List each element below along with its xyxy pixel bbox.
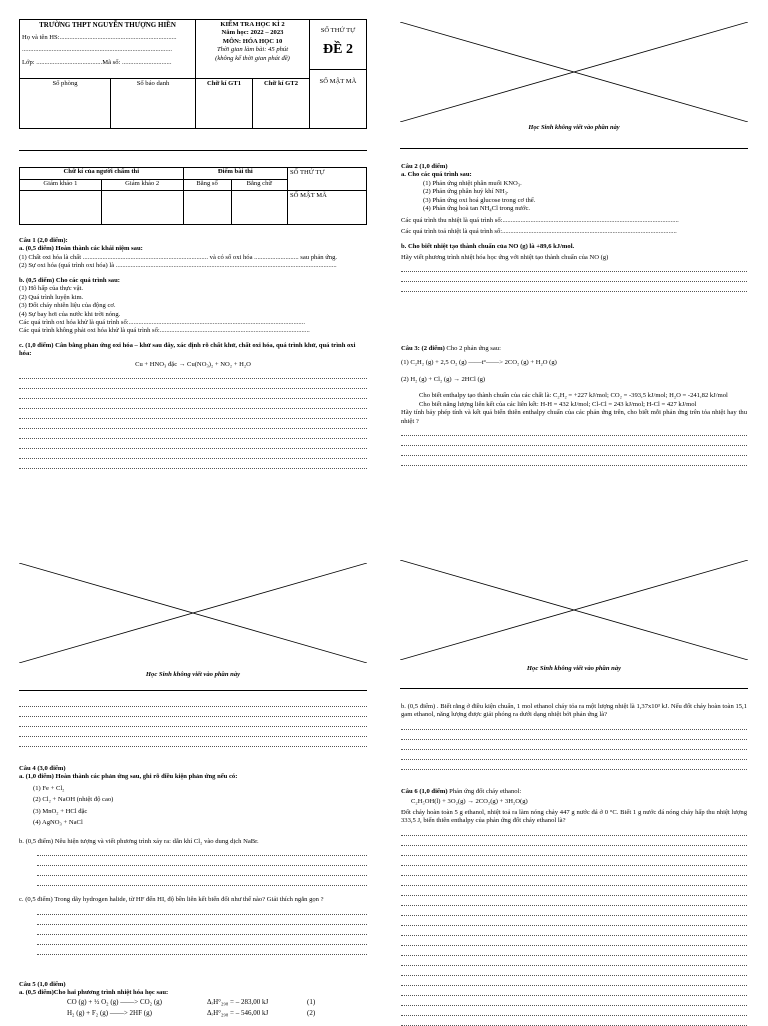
- grader-so-mat-ma: SỐ MẬT MÃ: [290, 192, 327, 199]
- score-number[interactable]: [183, 191, 231, 225]
- q3-title: Câu 3: (2 điểm): [401, 345, 445, 352]
- q1-b5[interactable]: Các quá trình oxi hóa khử là quá trình số:...........................................................................................................: [19, 318, 305, 326]
- q2-b1: Hãy viết phương trình nhiệt hóa học ứng với nhiệt tạo thành chuẩn của NO (g): [401, 253, 609, 261]
- room-label: Số phòng: [52, 80, 78, 87]
- q1-a2[interactable]: (2) Sự oxi hóa (quá trình oxi hóa) là ......................................................................................................................................: [19, 262, 337, 270]
- q1-b4: (4) Sự bay hơi của nước khi trời nóng.: [19, 310, 121, 318]
- q1-b1: (1) Hô hấp của thực vật.: [19, 285, 83, 293]
- q5-title: Câu 5 (1,0 điểm): [19, 981, 66, 988]
- no-write-note-2: Học Sinh không viết vào phần này: [145, 671, 241, 678]
- score-title: Điểm bài thi: [217, 168, 253, 175]
- q2-a3: (3) Phản ứng oxi hoá glucose trong cơ thể.: [423, 196, 536, 204]
- q1-title: Câu 1 (2,0 điểm):: [19, 237, 68, 244]
- q4-b-lines[interactable]: [37, 846, 367, 886]
- q1-extra-lines[interactable]: [19, 697, 367, 747]
- q5-equation-1-number: (1): [307, 997, 316, 1006]
- grader-title: Chữ kí của người chấm thi: [63, 168, 140, 175]
- q5-a: a. (0,5 điểm)Cho hai phương trình nhiệt hóa học sau:: [19, 989, 169, 997]
- bang-so-label: Bằng số: [196, 179, 218, 187]
- question-1: [19, 237, 367, 469]
- q4-a3[interactable]: (3) MnO₂ + HCl đặc: [33, 807, 88, 815]
- subject: MÔN: HÓA HỌC 10: [222, 37, 283, 45]
- q6-title-rest: Phản ứng đốt cháy ethanol:: [447, 788, 522, 795]
- q2-a4: (4) Phản ứng hoà tan NH₄Cl trong nước.: [423, 205, 531, 213]
- no-write-cross-2: [19, 563, 367, 663]
- exam-time: Thời gian làm bài: 45 phút: [216, 46, 289, 54]
- question-5b: [401, 703, 747, 770]
- q3-paragraph-2: Cho biết năng lượng liên kết của các liên kết: H-H = 432 kJ/mol; Cl-Cl = 243 kJ/mol; H-Cl = 427 kJ/mol: [419, 400, 697, 408]
- question-2: [401, 163, 747, 292]
- q1-b: b. (0,5 điểm) Cho các quá trình sau:: [19, 276, 120, 284]
- gk2-label: Giám khảo 2: [125, 179, 160, 187]
- q6-paragraph: Đốt cháy hoàn toàn 5 g ethanol, nhiệt toả ra làm nóng chảy 447 g nước đá ở 0 °C. Biết 1 g nước đá nóng chảy hấp thu nhiệt lượng 333,5 J, biến thiên enthalpy của phản ứng đốt cháy ethanol là?: [401, 808, 747, 825]
- q3-answer-lines[interactable]: [401, 426, 747, 466]
- class-field[interactable]: Lớp: ........................................Mã số: ..............................: [22, 58, 172, 66]
- q4-a1[interactable]: (1) Fe + Cl₂: [33, 784, 65, 792]
- exam-time-note: (không kể thời gian phát đề): [215, 54, 290, 62]
- question-5: [19, 981, 367, 1020]
- q1-b6[interactable]: Các quá trình không phải oxi hóa khử là quá trình số:...........................................................................................: [19, 327, 310, 335]
- q6-title: Câu 6 (1,0 điểm): [401, 788, 448, 795]
- q1-c-equation: Cu + HNO₃ đặc → Cu(NO₃)₂ + NO₂ + H₂O: [135, 360, 251, 368]
- header-table: [19, 19, 367, 129]
- gk1-sign[interactable]: [20, 191, 102, 225]
- q1-answer-lines[interactable]: [19, 369, 367, 469]
- q5-equation-2-number: (2): [307, 1008, 316, 1017]
- score-title-cell: [183, 168, 287, 180]
- question-6: [401, 788, 747, 1026]
- no-write-cross-1: [400, 22, 748, 122]
- q1-c: c. (1,0 điểm) Cân bằng phản ứng oxi hóa – khử sau đây, xác định rõ chất khử, chất oxi hóa, quá trình khử, quá trình oxi hóa:: [19, 341, 356, 358]
- q5-equation-2-enthalpy: ΔᵣH°₂₉₈ = – 546,00 kJ: [207, 1008, 269, 1017]
- q2-a2: (2) Phản ứng phân huỷ khí NH₃.: [423, 188, 509, 196]
- q2-a: a. Cho các quá trình sau:: [401, 171, 472, 179]
- q1-b3: (3) Đốt cháy nhiên liệu của động cơ.: [19, 302, 116, 310]
- q3-title-rest: Cho 2 phản ứng sau:: [444, 345, 501, 352]
- gt1-label: Chữ kí GT1: [206, 80, 241, 87]
- q4-a4[interactable]: (4) AgNO₃ + NaCl: [33, 819, 83, 827]
- q4-c-lines[interactable]: [37, 905, 367, 955]
- q2-a6[interactable]: Các quá trình toả nhiệt là quá trình số:..........................................................................................................: [401, 228, 677, 236]
- q1-b2: (2) Quá trình luyện kim.: [19, 293, 84, 301]
- school-year: Năm học: 2022 – 2023: [221, 29, 284, 37]
- question-3: [401, 345, 747, 466]
- q1-a1[interactable]: (1) Chất oxi hóa là chất ............................................................................ và có số oxi hóa ........................... sau phản ứng.: [19, 253, 338, 261]
- exam-title: KIỂM TRA HỌC KÌ 2: [220, 21, 285, 28]
- gt2-label: Chữ kí GT2: [263, 80, 298, 87]
- q6-equation: C₂H₅OH(l) + 3O₂(g) → 2CO₂(g) + 3H₂O(g): [411, 798, 528, 806]
- q4-b: b. (0,5 điểm) Nêu hiện tượng và viết phương trình xảy ra: dẫn khí Cl₂ vào dung dịch NaBr.: [19, 837, 259, 845]
- so-mat-ma-label: SỐ MẬT MÃ: [310, 69, 366, 86]
- q4-title: Câu 4 (3,0 điểm): [19, 765, 66, 772]
- student-name-field[interactable]: Họ và tên HS:.......................................................................: [22, 33, 177, 41]
- q5-equation-1: CO (g) + ½ O₂ (g) ——> CO₂ (g): [67, 997, 163, 1006]
- q4-a2[interactable]: (2) Cl₂ + NaOH (nhiệt độ cao): [33, 796, 114, 804]
- question-4: [19, 765, 367, 955]
- q3-reaction-1: (1) C₂H₂ (g) + 2,5 O₂ (g) ——t°——> 2CO₂ (g) + H₂O (g): [401, 359, 557, 367]
- q3-reaction-2: (2) H₂ (g) + Cl₂ (g) → 2HCl (g): [401, 375, 486, 383]
- grader-title-cell: [20, 168, 184, 180]
- bang-chu-label: Bằng chữ: [246, 179, 272, 187]
- q2-title: Câu 2 (1,0 điểm): [401, 163, 448, 170]
- q5-equation-2: H₂ (g) + F₂ (g) ——> 2HF (g): [67, 1008, 152, 1017]
- q5-b-lines[interactable]: [401, 720, 747, 770]
- report-cell: [111, 79, 196, 129]
- q2-a1: (1) Phản ứng nhiệt phân muối KNO₃.: [423, 179, 522, 187]
- q3-paragraph-3: Hãy tính bảy phép tính và kết quả biến thiên enthalpy chuẩn của các phản ứng trên, cho biết mỗi phản ứng trên tỏa nhiệt hay thu nhiệt ?: [401, 409, 747, 425]
- q4-a: a. (1,0 điểm) Hoàn thành các phản ứng sau, ghi rõ điều kiện phản ứng nếu có:: [19, 773, 238, 781]
- no-write-cross-3: [400, 560, 748, 660]
- grader-so-thu-tu: SỐ THỨ TỰ: [290, 169, 325, 176]
- room-cell: [20, 79, 111, 129]
- gk2-sign[interactable]: [101, 191, 183, 225]
- q4-c: c. (0,5 điểm) Trong dãy hydrogen halide, từ HF đến HI, độ bền liên kết biến đổi như thế nào? Giải thích ngắn gọn ?: [19, 896, 324, 904]
- q2-a5[interactable]: Các quá trình thu nhiệt là quá trình số:...........................................................................................................: [401, 216, 679, 224]
- no-write-note-1: Học Sinh không viết vào phần này: [528, 124, 620, 131]
- no-write-note-3: Học Sinh không viết vào phần này: [526, 665, 622, 672]
- q3-paragraph-1: Cho biết enthalpy tạo thành chuẩn của các chất là: C₂H₂ = +227 kJ/mol; CO₂ = -393,5 kJ/mol; H₂O = -241,82 kJ/mol: [419, 392, 728, 400]
- q5-equation-1-enthalpy: ΔᵣH°₂₉₈ = – 283,00 kJ: [207, 997, 269, 1006]
- de-number: ĐỀ 2: [323, 42, 353, 58]
- q2-answer-lines[interactable]: [401, 262, 747, 292]
- gk1-label: Giám khảo 1: [43, 179, 78, 187]
- report-number-label: Số báo danh: [136, 80, 170, 87]
- gt2-cell: [253, 79, 310, 129]
- so-thu-tu-label: SỐ THỨ TỰ: [320, 27, 356, 34]
- q5-b: b. (0,5 điểm) . Biết rằng ở điều kiện chuẩn, 1 mol ethanol cháy tỏa ra một lượng nhiệt là 1,37x10³ kJ. Nếu đốt cháy hoàn toàn 15,1 gam ethanol, năng lượng được giải phóng ra dưới dạng nhiệt bởi phản ứng là?: [401, 703, 747, 719]
- school-name: TRƯỜNG THPT NGUYỄN THƯỢNG HIỀN: [39, 21, 176, 29]
- q2-b: b. Cho biết nhiệt tạo thành chuẩn của NO (g) là +89,6 kJ/mol.: [401, 242, 575, 250]
- q6-answer-lines[interactable]: [401, 826, 747, 1026]
- q1-a: a. (0,5 điểm) Hoàn thành các khái niệm sau:: [19, 245, 143, 253]
- grader-table: [19, 167, 367, 225]
- gt1-cell: [196, 79, 253, 129]
- score-words[interactable]: [231, 191, 287, 225]
- dots-line[interactable]: ...........................................................................................: [22, 46, 173, 54]
